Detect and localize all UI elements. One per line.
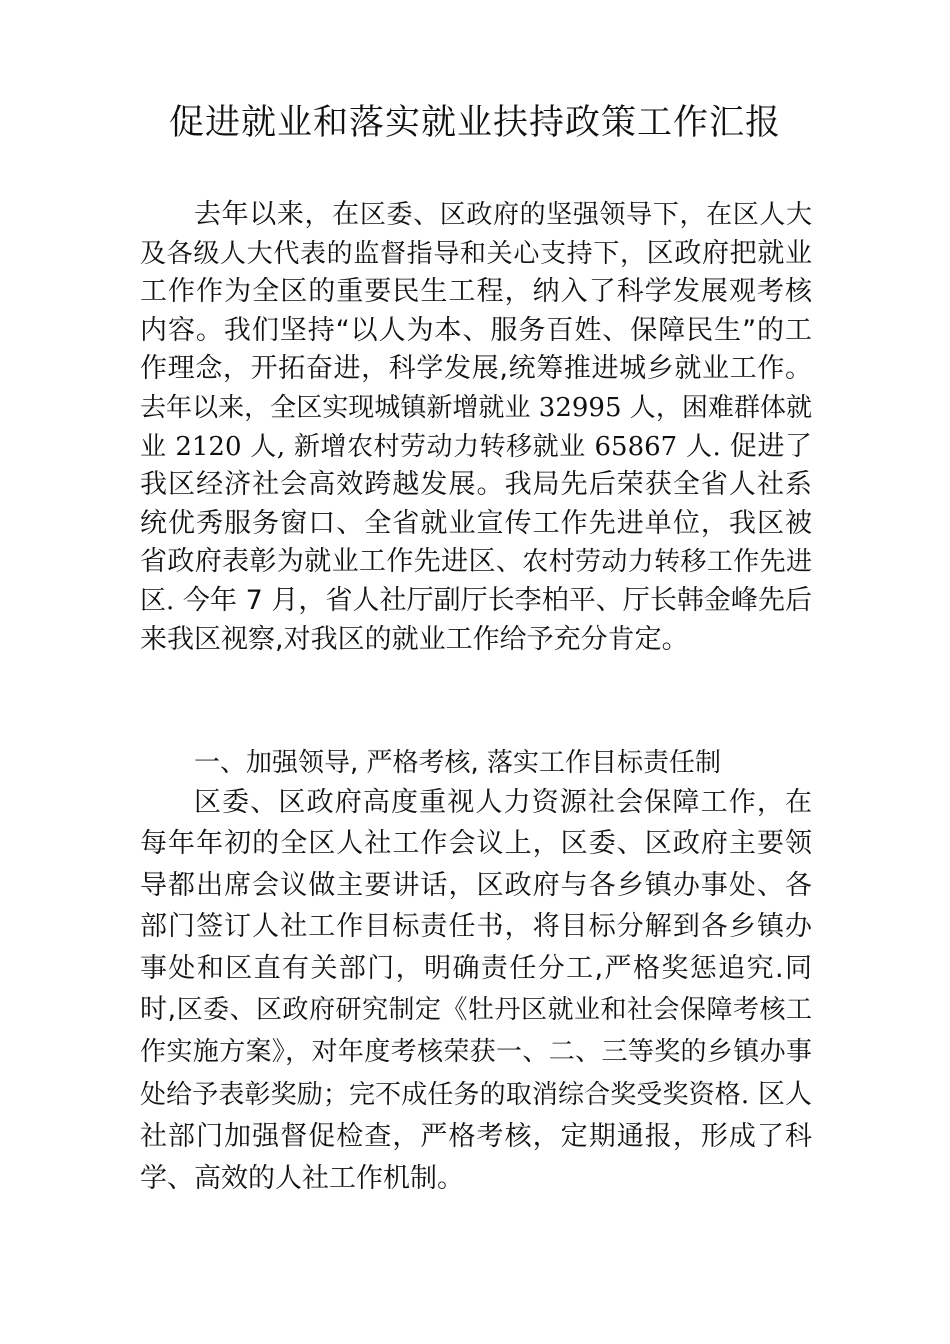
intro-text-6: 、农村劳动力转移工作先进区. bbox=[140, 547, 812, 616]
intro-text-4: 去年以来，全区实现城镇新增就业 32995 人，困难群体就业 2120 人, 新增农村劳动力转移就业 65867 人. bbox=[140, 392, 812, 462]
section1-text-3: 区人社部门加强督促检查，严格考核，定期通报，形成了科学、高效的人社工作机制。 bbox=[140, 1078, 812, 1194]
section-heading-1: 一、加强领导, 严格考核, 落实工作目标责任制 bbox=[194, 748, 722, 778]
section1-paragraph bbox=[140, 782, 812, 1199]
intro-text-2: 区委、区政府的坚强领导下，在区人大及各级人大代表的监督指导和关心支持下， bbox=[140, 200, 812, 269]
intro-text-5: 促进了我区经济社会高效跨越发展。我局先后荣获全省人社系统优秀服务窗口、全省就业宣传工作先进单位，我区被省政府表彰为就业工作先进区 bbox=[140, 430, 812, 578]
intro-paragraph bbox=[140, 196, 812, 659]
section1-text-2: 区委、区政府研究制定《牡丹区就业和社会保障考核工作实施方案》，对年度考核荣获一、二、三等奖的乡镇办事处给予表彰奖励；完不成任务的取消综合奖受奖资格. bbox=[140, 995, 812, 1110]
intro-text-1: 去年以来，在 bbox=[194, 199, 360, 230]
document-title: 促进就业和落实就业扶持政策工作汇报 bbox=[168, 103, 781, 143]
intro-text-3: 区政府把就业工作作为全区的重要民生工程，纳入了科学发展观考核内容。我们坚持“以人为本、服务百姓、保障民生”的工作理念，开拓奋进，科学发展,统筹推进城乡就业工作。 bbox=[140, 237, 812, 385]
section1-text-1: 区委、区政府高度重视人力资源社会保障工作，在每年年初的全区人社工作会议上，区委、区政府主要领导都出席会议做主要讲话，区政府与各乡镇办事处、各部门签订人社工作目标责任书，将目标分解到各乡镇办事处和区直有关部门，明确责任分工,严格奖惩追究.同时, bbox=[140, 787, 812, 1026]
intro-text-7: 今年 7 月，省人社厅副厅长李柏平、厅长韩金峰先后来我区视察,对我区的就业工作给予充分肯定。 bbox=[140, 584, 812, 655]
